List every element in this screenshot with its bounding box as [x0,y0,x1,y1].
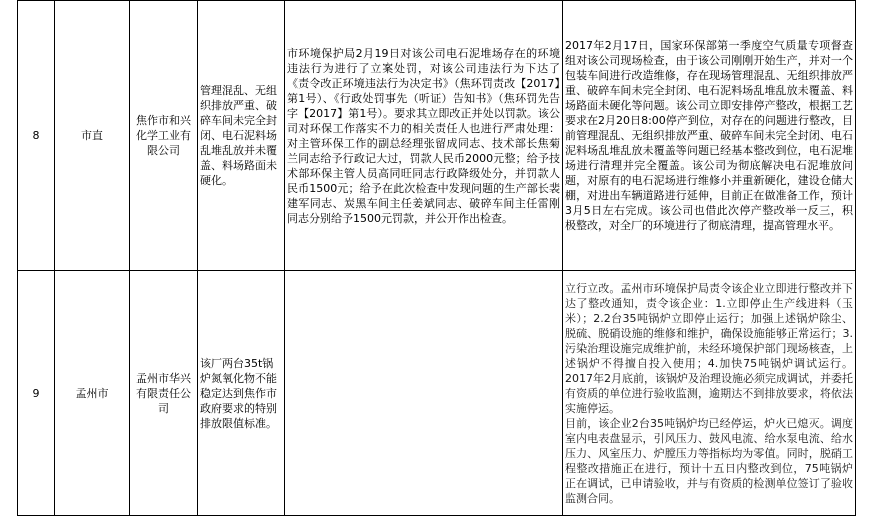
company-name-cell: 孟州市华兴有限责任公司 [130,271,198,516]
rectification-text: 市环境保护局2月19日对该公司电石泥堆场存在的环境违法行为进行了立案处罚，对该公司违法行为下达了《责令改正环境违法行为决定书》（焦环罚责改【2017】第1号）、《行政处罚事先（听证）告知书》（焦环罚先告字【2017】第1号）。要求其立即改正并处以罚款。该公司对环保工作落实不力的相关责任人也进行严肃处理：对主管环保工作的副总经理张留成同志、技术部长焦菊兰同志给予行政记大过，罚款人民币2000元整；给予技术部环保主管人员高同旺同志行政降级处分，并罚款人民币1500元；给予在此次检查中发现问题的生产部长裴建军同志、炭黑车间主任姜斌同志、破碎车间主任雷刚同志分别给予1500元罚款，并公开作出检查。 [287,46,560,225]
row-number: 9 [18,271,55,516]
company-name-cell: 焦作市和兴化学工业有限公司 [130,1,198,271]
issue-cell: 该厂两台35t锅炉氮氧化物不能稳定达到焦作市政府要求的特别排放限值标准。 [198,271,285,516]
measures-cell [563,1,856,271]
measures-paragraph: 立行立改。孟州市环境保护局责令该企业立即进行整改并下达了整改通知，责令该企业：1.立即停止生产线进料（玉米）；2.2台35吨锅炉立即停止运行；加强上述锅炉除尘、脱硫、脱硝设施的维修和维护，确保设施能够正常运行；3.污染治理设施完成维护前，未经环境保护部门现场核查，上述锅炉不得擅自投入使用；4.加快75吨锅炉调试运行。2017年2月底前，该锅炉及治理设施必须完成调试，并委托有资质的单位进行验收监测，逾期达不到排放要求，将依法实施停运。 [565,281,853,415]
measures-cell [563,271,856,516]
table-row [18,271,856,516]
measures-paragraph: 目前，该企业2台35吨锅炉均已经停运，炉火已熄灭。调度室内电表盘显示，引风压力、鼓风电流、给水泵电流、给水压力、风室压力、炉膛压力等指标均为零值。同时，脱硝工程整改措施正在进行，预计十五日内整改到位，75吨锅炉正在调试，已申请验收，并与有资质的检测单位签订了验收监测合同。 [565,416,853,505]
row-number: 8 [18,1,55,271]
issue-cell: 管理混乱、无组织排放严重、破碎车间未完全封闭、电石泥料场乱堆乱放并未覆盖、料场路面未硬化。 [198,1,285,271]
rectification-cell [285,271,563,516]
measures-text: 2017年2月17日，国家环保部第一季度空气质量专项督查组对该公司现场检查，由于该公司刚刚开始生产，并对一个包装车间进行改造维修，存在现场管理混乱、无组织排放严重、破碎车间未完全封闭、电石泥料场乱堆乱放未覆盖、料场路面未硬化等问题。该公司立即安排停产整改，根据工艺要求在2月20日8:00停产到位，对存在的问题进行整改，目前管理混乱、无组织排放严重、破碎车间未完全封闭、电石泥料场乱堆乱放未覆盖等问题已经基本整改到位，电石泥堆场进行清理并完全覆盖。该公司为彻底解决电石泥堆放问题，对原有的电石泥场进行维修小并重新硬化，建设仓储大棚，对进出车辆道路进行延伸，目前正在做准备工作，预计3月5日左右完成。该公司也借此次停产整改举一反三，积极整改，对全厂的环境进行了彻底清理，提高管理水平。 [565,39,853,232]
area-cell: 孟州市 [55,271,130,516]
table-row [18,1,856,271]
rectification-cell [285,1,563,271]
supervision-table [17,0,856,516]
area-cell: 市直 [55,1,130,271]
